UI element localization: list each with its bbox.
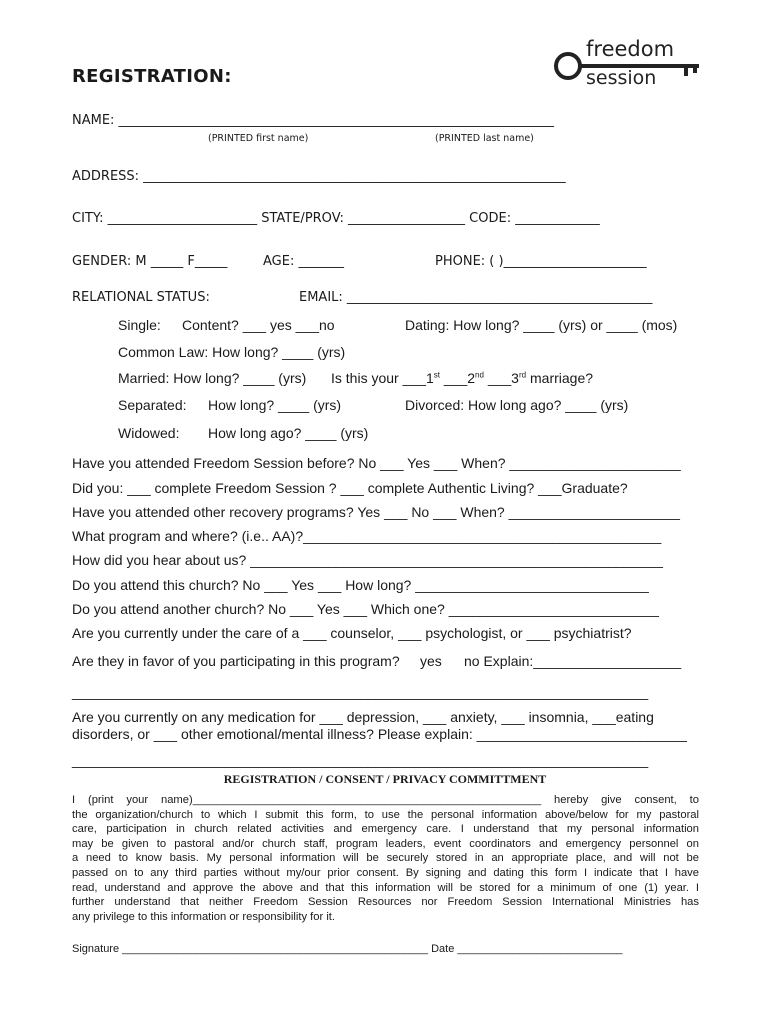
widowed-label: Widowed: xyxy=(118,425,180,441)
first-marriage-option[interactable]: ___1st xyxy=(402,370,440,386)
question-attend-another-church[interactable]: Do you attend another church? No ___ Yes ___ Which one? ___________________________ xyxy=(72,601,659,617)
explain-blank-line[interactable]: __________________________________________________________________________ xyxy=(72,684,649,700)
separated-question[interactable]: How long? ____ (yrs) xyxy=(208,397,342,413)
widowed-question[interactable]: How long ago? ____ (yrs) xyxy=(208,425,369,441)
divorced-question[interactable]: Divorced: How long ago? ____ (yrs) xyxy=(405,397,629,413)
marriage-label: marriage? xyxy=(530,370,594,386)
consent-line: passed on to any third parties without my/our prior consent. By signing and dating this form I indicate that I have xyxy=(72,866,699,879)
single-label: Single: xyxy=(118,317,161,333)
consent-line: may be given to pastoral and/or church staff, program leaders, event coordinators and emergency personnel on xyxy=(72,837,699,850)
third-marriage-option[interactable]: ___3rd xyxy=(487,370,527,386)
consent-line: a need to know basis. My personal information will be securely stored in an appropriate place, and will not be xyxy=(72,852,699,865)
question-in-favor: Are they in favor of you participating in this program? xyxy=(72,653,400,669)
question-program-where[interactable]: What program and where? (i.e.. AA)?______________________________________________ xyxy=(72,528,662,544)
printed-first-name-label: (PRINTED first name) xyxy=(208,133,309,144)
question-hear-about-us[interactable]: How did you hear about us? _____________________________________________________ xyxy=(72,552,663,568)
freedom-session-logo xyxy=(552,38,702,90)
separated-label: Separated: xyxy=(118,397,187,413)
key-icon xyxy=(552,38,702,90)
question-care-of-counselor[interactable]: Are you currently under the care of a ___ counselor, ___ psychologist, or ___ psychiatrist? xyxy=(72,625,632,641)
consent-paragraph xyxy=(72,793,699,924)
printed-last-name-label: (PRINTED last name) xyxy=(435,133,534,144)
email-field[interactable]: EMAIL: _______________________________________________ xyxy=(299,290,653,305)
logo-freedom-text: freedom xyxy=(586,38,675,61)
medication-question-line1[interactable]: Are you currently on any medication for ___ depression, ___ anxiety, ___ insomnia, ___eating xyxy=(72,709,654,725)
consent-line: read, understand and approve the above and that this information will be stored for a minimum of one (1) year. I xyxy=(72,881,699,894)
name-field[interactable]: NAME: ___________________________________________________________________ xyxy=(72,113,555,128)
consent-line: care, participation in church related activities and emergency care. I understand that my personal information xyxy=(72,823,699,836)
medication-blank-line[interactable]: __________________________________________________________________________ xyxy=(72,752,649,768)
consent-line: any privilege to this information or responsibility for it. xyxy=(72,910,336,923)
consent-line[interactable]: I (print your name)________________________________________________________ hereby give consent, to xyxy=(72,794,699,806)
question-attended-before[interactable]: Have you attended Freedom Session before? No ___ Yes ___ When? ______________________ xyxy=(72,455,681,471)
logo-session-text: session xyxy=(586,67,657,89)
married-question[interactable]: Married: How long? ____ (yrs) xyxy=(118,370,307,386)
signature-date-field[interactable]: Signature __________________________________________________ Date ___________________________ xyxy=(72,943,623,955)
consent-line: the organization/church to which I submit this form, to use the personal information above/below for my pastoral xyxy=(72,808,699,821)
medication-question-line2[interactable]: disorders, or ___ other emotional/mental illness? Please explain: ___________________________ xyxy=(72,726,687,742)
question-completed-programs[interactable]: Did you: ___ complete Freedom Session ? ___ complete Authentic Living? ___Graduate? xyxy=(72,480,628,496)
page-title: REGISTRATION: xyxy=(72,66,232,87)
favor-yes-option[interactable]: yes xyxy=(420,653,442,669)
content-question[interactable]: Content? ___ yes ___no xyxy=(182,317,335,333)
age-field[interactable]: AGE: _______ xyxy=(263,254,344,269)
city-state-code-field[interactable]: CITY: _______________________ STATE/PROV: __________________ CODE: _____________ xyxy=(72,211,600,226)
second-marriage-option[interactable]: ___2nd xyxy=(443,370,484,386)
is-this-your-label: Is this your xyxy=(331,370,399,386)
phone-field[interactable]: PHONE: ( )______________________ xyxy=(435,254,647,269)
address-field[interactable]: ADDRESS: _________________________________________________________________ xyxy=(72,169,566,184)
common-law-question[interactable]: Common Law: How long? ____ (yrs) xyxy=(118,344,346,360)
dating-question[interactable]: Dating: How long? ____ (yrs) or ____ (mos) xyxy=(405,317,678,333)
consent-line: further understand that neither Freedom Session Resources nor Freedom Session International Ministries has xyxy=(72,896,699,909)
favor-no-explain-field[interactable]: no Explain:___________________ xyxy=(464,653,682,669)
question-other-recovery[interactable]: Have you attended other recovery programs? Yes ___ No ___ When? ______________________ xyxy=(72,504,680,520)
marriage-number-question[interactable] xyxy=(331,371,593,385)
question-attend-this-church[interactable]: Do you attend this church? No ___ Yes ___ How long? ______________________________ xyxy=(72,577,649,593)
consent-header: REGISTRATION / CONSENT / PRIVACY COMMITTMENT xyxy=(223,772,547,786)
relational-status-label: RELATIONAL STATUS: xyxy=(72,290,210,305)
gender-field[interactable]: GENDER: M _____ F_____ xyxy=(72,254,228,269)
